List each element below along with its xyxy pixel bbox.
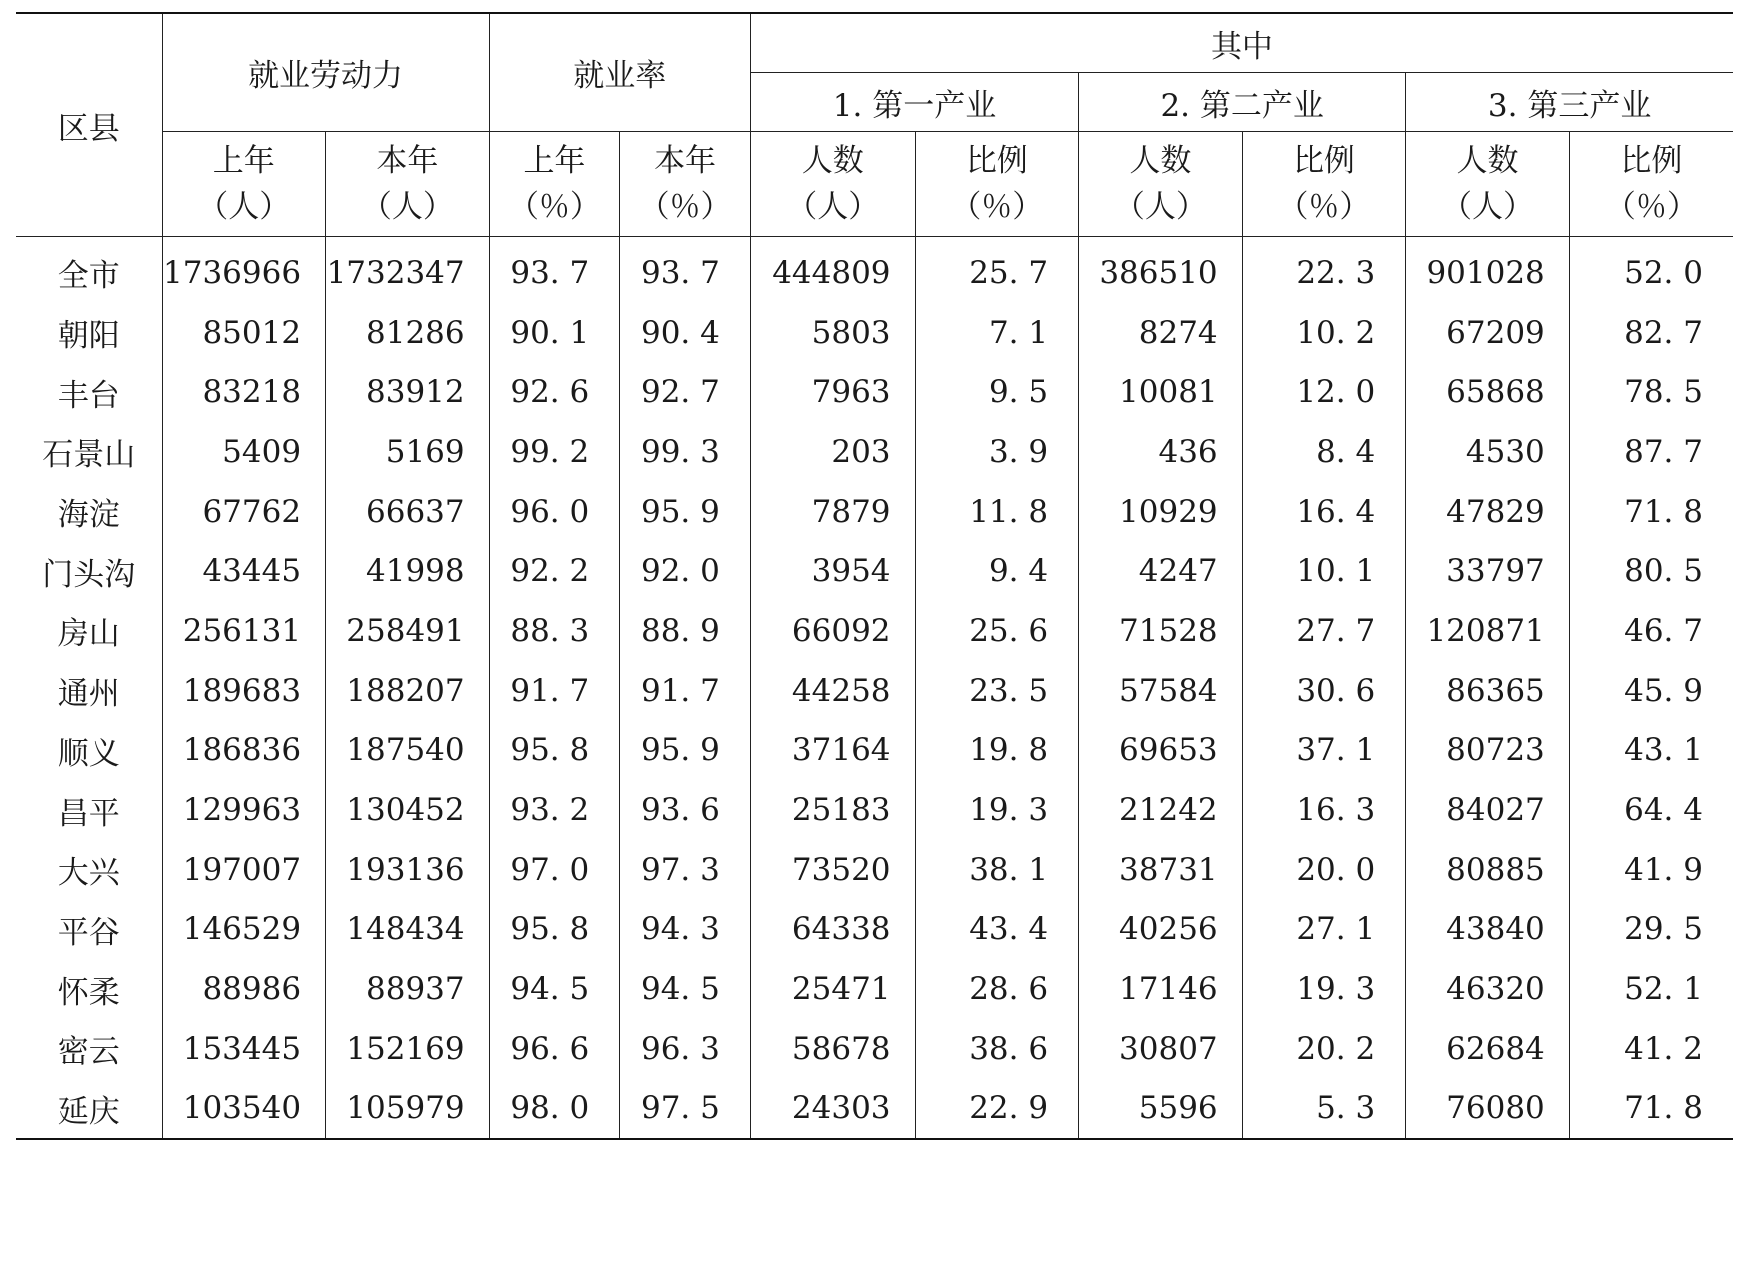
unit-pct: （％）: [507, 189, 601, 225]
cell-ind2-ratio: 12. 0: [1242, 362, 1406, 422]
cell-ind3-count: 62684: [1406, 1019, 1570, 1079]
unit-pct: （％）: [950, 189, 1044, 225]
cell-labor-this-year: 41998: [326, 541, 490, 601]
cell-rate-this-year: 96. 3: [620, 1019, 751, 1079]
cell-labor-last-year: 197007: [162, 840, 326, 900]
cell-ind3-count: 76080: [1406, 1079, 1570, 1140]
cell-ind2-count: 30807: [1079, 1019, 1243, 1079]
unit-pct: （％）: [638, 189, 732, 225]
cell-region: 大兴: [57, 855, 120, 892]
cell-ind1-ratio: 22. 9: [915, 1079, 1079, 1140]
header-region: 区县: [16, 13, 162, 237]
cell-labor-this-year: 187540: [326, 721, 490, 781]
cell-ind3-count: 901028: [1406, 237, 1570, 303]
label-count: 人数: [1456, 143, 1519, 179]
cell-ind3-ratio: 64. 4: [1569, 780, 1733, 840]
cell-ind1-ratio: 23. 5: [915, 661, 1079, 721]
cell-labor-this-year: 66637: [326, 482, 490, 542]
cell-ind3-count: 67209: [1406, 303, 1570, 363]
cell-rate-last-year: 90. 1: [489, 303, 620, 363]
cell-ind1-ratio: 7. 1: [915, 303, 1079, 363]
table-row: [16, 840, 1733, 900]
cell-ind3-ratio: 82. 7: [1569, 303, 1733, 363]
cell-region: 门头沟: [42, 556, 136, 593]
cell-ind1-ratio: 11. 8: [915, 482, 1079, 542]
cell-region: 昌平: [57, 795, 120, 832]
unit-people: （人）: [1113, 189, 1207, 225]
cell-rate-this-year: 92. 0: [620, 541, 751, 601]
table-body: [16, 237, 1733, 1140]
cell-region: 顺义: [57, 735, 120, 772]
cell-ind1-count: 24303: [750, 1079, 915, 1140]
cell-ind1-ratio: 38. 6: [915, 1019, 1079, 1079]
cell-ind1-count: 64338: [750, 900, 915, 960]
cell-ind2-count: 38731: [1079, 840, 1243, 900]
cell-labor-last-year: 43445: [162, 541, 326, 601]
cell-labor-this-year: 152169: [326, 1019, 490, 1079]
cell-rate-this-year: 99. 3: [620, 422, 751, 482]
cell-ind3-ratio: 29. 5: [1569, 900, 1733, 960]
cell-labor-last-year: 189683: [162, 661, 326, 721]
cell-ind2-ratio: 16. 3: [1242, 780, 1406, 840]
cell-rate-this-year: 91. 7: [620, 661, 751, 721]
cell-rate-this-year: 95. 9: [620, 482, 751, 542]
cell-region: 平谷: [57, 914, 120, 951]
cell-labor-this-year: 83912: [326, 362, 490, 422]
cell-rate-last-year: 93. 7: [489, 237, 620, 303]
cell-ind2-count: 40256: [1079, 900, 1243, 960]
cell-ind3-ratio: 41. 9: [1569, 840, 1733, 900]
header-rate-this-year: [620, 132, 751, 237]
cell-region: 通州: [57, 676, 120, 713]
header-rate: 就业率: [489, 13, 750, 132]
cell-labor-last-year: 153445: [162, 1019, 326, 1079]
cell-region: 朝阳: [57, 318, 120, 355]
table-row: [16, 303, 1733, 363]
cell-rate-last-year: 91. 7: [489, 661, 620, 721]
cell-rate-last-year: 88. 3: [489, 601, 620, 661]
cell-labor-last-year: 88986: [162, 959, 326, 1019]
cell-ind3-ratio: 78. 5: [1569, 362, 1733, 422]
label-this-year: 本年: [654, 143, 717, 179]
cell-labor-this-year: 5169: [326, 422, 490, 482]
cell-ind3-ratio: 52. 1: [1569, 959, 1733, 1019]
cell-ind2-ratio: 22. 3: [1242, 237, 1406, 303]
cell-ind3-ratio: 41. 2: [1569, 1019, 1733, 1079]
cell-ind3-count: 86365: [1406, 661, 1570, 721]
header-industry-2: 2. 第二产业: [1079, 73, 1406, 132]
unit-people: （人）: [786, 189, 880, 225]
cell-rate-this-year: 97. 3: [620, 840, 751, 900]
cell-region: 密云: [57, 1034, 120, 1071]
table-header: [16, 13, 1733, 237]
cell-labor-this-year: 88937: [326, 959, 490, 1019]
cell-ind2-ratio: 37. 1: [1242, 721, 1406, 781]
cell-ind3-ratio: 46. 7: [1569, 601, 1733, 661]
cell-labor-last-year: 85012: [162, 303, 326, 363]
cell-labor-this-year: 258491: [326, 601, 490, 661]
cell-ind1-ratio: 28. 6: [915, 959, 1079, 1019]
cell-labor-this-year: 193136: [326, 840, 490, 900]
cell-region: 延庆: [16, 1079, 162, 1140]
cell-ind2-count: 4247: [1079, 541, 1243, 601]
cell-rate-this-year: 95. 9: [620, 721, 751, 781]
cell-ind2-count: 71528: [1079, 601, 1243, 661]
cell-ind1-count: 7879: [750, 482, 915, 542]
header-rate-last-year: [489, 132, 620, 237]
header-ind1-ratio: [915, 132, 1079, 237]
cell-ind1-ratio: 43. 4: [915, 900, 1079, 960]
cell-ind3-count: 65868: [1406, 362, 1570, 422]
cell-ind3-count: 4530: [1406, 422, 1570, 482]
cell-ind3-count: 33797: [1406, 541, 1570, 601]
cell-rate-last-year: 96. 6: [489, 1019, 620, 1079]
cell-ind1-ratio: 25. 6: [915, 601, 1079, 661]
cell-rate-last-year: 95. 8: [489, 900, 620, 960]
cell-ind3-ratio: 71. 8: [1569, 482, 1733, 542]
cell-ind2-count: 436: [1079, 422, 1243, 482]
header-ind1-count: [750, 132, 915, 237]
cell-ind2-count: 69653: [1079, 721, 1243, 781]
table-row: [16, 541, 1733, 601]
cell-ind1-count: 66092: [750, 601, 915, 661]
header-industry-1: 1. 第一产业: [750, 73, 1078, 132]
cell-labor-last-year: 1736966: [162, 237, 326, 303]
table-row: [16, 601, 1733, 661]
cell-ind1-count: 25471: [750, 959, 915, 1019]
table-row: [16, 1079, 1733, 1140]
cell-ind1-count: 25183: [750, 780, 915, 840]
cell-rate-this-year: 97. 5: [620, 1079, 751, 1140]
cell-ind1-ratio: 9. 5: [915, 362, 1079, 422]
header-labor: 就业劳动力: [162, 13, 489, 132]
cell-rate-last-year: 94. 5: [489, 959, 620, 1019]
cell-ind2-ratio: 16. 4: [1242, 482, 1406, 542]
cell-labor-this-year: 81286: [326, 303, 490, 363]
cell-rate-this-year: 93. 7: [620, 237, 751, 303]
cell-labor-last-year: 5409: [162, 422, 326, 482]
cell-labor-last-year: 129963: [162, 780, 326, 840]
cell-region: 海淀: [57, 497, 120, 534]
cell-ind1-ratio: 25. 7: [915, 237, 1079, 303]
cell-ind2-count: 21242: [1079, 780, 1243, 840]
cell-ind1-count: 37164: [750, 721, 915, 781]
label-ratio: 比例: [965, 143, 1028, 179]
table-row: [16, 422, 1733, 482]
table-row: [16, 482, 1733, 542]
cell-ind2-ratio: 10. 1: [1242, 541, 1406, 601]
cell-ind2-ratio: 27. 1: [1242, 900, 1406, 960]
label-count: 人数: [801, 143, 864, 179]
cell-labor-last-year: 103540: [162, 1079, 326, 1140]
cell-rate-this-year: 94. 5: [620, 959, 751, 1019]
cell-ind3-ratio: 43. 1: [1569, 721, 1733, 781]
table-row: [16, 959, 1733, 1019]
cell-rate-last-year: 97. 0: [489, 840, 620, 900]
cell-labor-this-year: 130452: [326, 780, 490, 840]
cell-ind1-ratio: 38. 1: [915, 840, 1079, 900]
cell-rate-last-year: 93. 2: [489, 780, 620, 840]
cell-ind2-ratio: 5. 3: [1242, 1079, 1406, 1140]
cell-rate-last-year: 92. 6: [489, 362, 620, 422]
cell-ind3-count: 46320: [1406, 959, 1570, 1019]
label-last-year: 上年: [212, 143, 275, 179]
cell-region: 石景山: [42, 437, 136, 474]
cell-rate-this-year: 94. 3: [620, 900, 751, 960]
cell-ind3-count: 120871: [1406, 601, 1570, 661]
cell-ind2-ratio: 19. 3: [1242, 959, 1406, 1019]
cell-ind2-ratio: 8. 4: [1242, 422, 1406, 482]
table-row: [16, 237, 1733, 303]
employment-table: [16, 12, 1733, 1140]
cell-labor-last-year: 146529: [162, 900, 326, 960]
label-ratio: 比例: [1620, 143, 1683, 179]
cell-ind2-ratio: 30. 6: [1242, 661, 1406, 721]
cell-labor-last-year: 67762: [162, 482, 326, 542]
cell-ind3-ratio: 87. 7: [1569, 422, 1733, 482]
header-industry-3: 3. 第三产业: [1406, 73, 1733, 132]
label-this-year: 本年: [376, 143, 439, 179]
cell-ind2-count: 8274: [1079, 303, 1243, 363]
cell-region: 丰台: [57, 377, 120, 414]
unit-pct: （％）: [1604, 189, 1698, 225]
cell-ind3-ratio: 71. 8: [1569, 1079, 1733, 1140]
cell-ind2-count: 57584: [1079, 661, 1243, 721]
cell-rate-last-year: 92. 2: [489, 541, 620, 601]
cell-ind3-count: 47829: [1406, 482, 1570, 542]
table-row: [16, 661, 1733, 721]
unit-people: （人）: [1441, 189, 1534, 225]
cell-ind3-count: 43840: [1406, 900, 1570, 960]
cell-ind1-ratio: 3. 9: [915, 422, 1079, 482]
unit-people: （人）: [197, 189, 291, 225]
table-row: [16, 900, 1733, 960]
cell-ind2-count: 5596: [1079, 1079, 1243, 1140]
cell-ind1-count: 203: [750, 422, 915, 482]
cell-ind1-count: 58678: [750, 1019, 915, 1079]
cell-ind2-count: 386510: [1079, 237, 1243, 303]
cell-ind1-ratio: 19. 8: [915, 721, 1079, 781]
cell-ind3-count: 84027: [1406, 780, 1570, 840]
header-ind2-count: [1079, 132, 1243, 237]
cell-ind3-count: 80885: [1406, 840, 1570, 900]
cell-labor-this-year: 1732347: [326, 237, 490, 303]
cell-ind2-count: 10929: [1079, 482, 1243, 542]
cell-rate-this-year: 90. 4: [620, 303, 751, 363]
cell-ind2-ratio: 27. 7: [1242, 601, 1406, 661]
unit-people: （人）: [360, 189, 454, 225]
cell-ind3-ratio: 80. 5: [1569, 541, 1733, 601]
cell-rate-last-year: 99. 2: [489, 422, 620, 482]
cell-ind1-count: 7963: [750, 362, 915, 422]
cell-ind2-count: 17146: [1079, 959, 1243, 1019]
cell-ind1-count: 444809: [750, 237, 915, 303]
header-labor-last-year: [162, 132, 326, 237]
table-row: [16, 1019, 1733, 1079]
cell-labor-last-year: 186836: [162, 721, 326, 781]
table-row: [16, 362, 1733, 422]
header-ind3-ratio: [1569, 132, 1733, 237]
cell-rate-this-year: 92. 7: [620, 362, 751, 422]
header-ind2-ratio: [1242, 132, 1406, 237]
cell-ind1-ratio: 19. 3: [915, 780, 1079, 840]
cell-ind3-ratio: 45. 9: [1569, 661, 1733, 721]
table-row: [16, 721, 1733, 781]
cell-ind3-ratio: 52. 0: [1569, 237, 1733, 303]
cell-ind1-ratio: 9. 4: [915, 541, 1079, 601]
cell-region: 怀柔: [57, 974, 120, 1011]
cell-ind1-count: 73520: [750, 840, 915, 900]
cell-region: 房山: [57, 616, 120, 653]
cell-ind1-count: 5803: [750, 303, 915, 363]
cell-ind3-count: 80723: [1406, 721, 1570, 781]
cell-ind2-ratio: 20. 0: [1242, 840, 1406, 900]
label-ratio: 比例: [1292, 143, 1355, 179]
header-ind3-count: [1406, 132, 1570, 237]
cell-ind2-ratio: 10. 2: [1242, 303, 1406, 363]
cell-ind1-count: 3954: [750, 541, 915, 601]
cell-ind1-count: 44258: [750, 661, 915, 721]
cell-labor-this-year: 188207: [326, 661, 490, 721]
cell-rate-last-year: 98. 0: [489, 1079, 620, 1140]
cell-rate-this-year: 93. 6: [620, 780, 751, 840]
cell-rate-last-year: 96. 0: [489, 482, 620, 542]
unit-pct: （％）: [1277, 189, 1371, 225]
employment-table-container: [16, 12, 1733, 1140]
cell-labor-last-year: 256131: [162, 601, 326, 661]
cell-labor-this-year: 148434: [326, 900, 490, 960]
label-count: 人数: [1129, 143, 1192, 179]
cell-labor-this-year: 105979: [326, 1079, 490, 1140]
label-last-year: 上年: [523, 143, 586, 179]
cell-ind2-count: 10081: [1079, 362, 1243, 422]
table-row: [16, 780, 1733, 840]
cell-rate-last-year: 95. 8: [489, 721, 620, 781]
header-labor-this-year: [326, 132, 490, 237]
header-among: 其中: [750, 13, 1733, 73]
cell-rate-this-year: 88. 9: [620, 601, 751, 661]
cell-region: 全市: [57, 258, 120, 295]
cell-labor-last-year: 83218: [162, 362, 326, 422]
cell-ind2-ratio: 20. 2: [1242, 1019, 1406, 1079]
